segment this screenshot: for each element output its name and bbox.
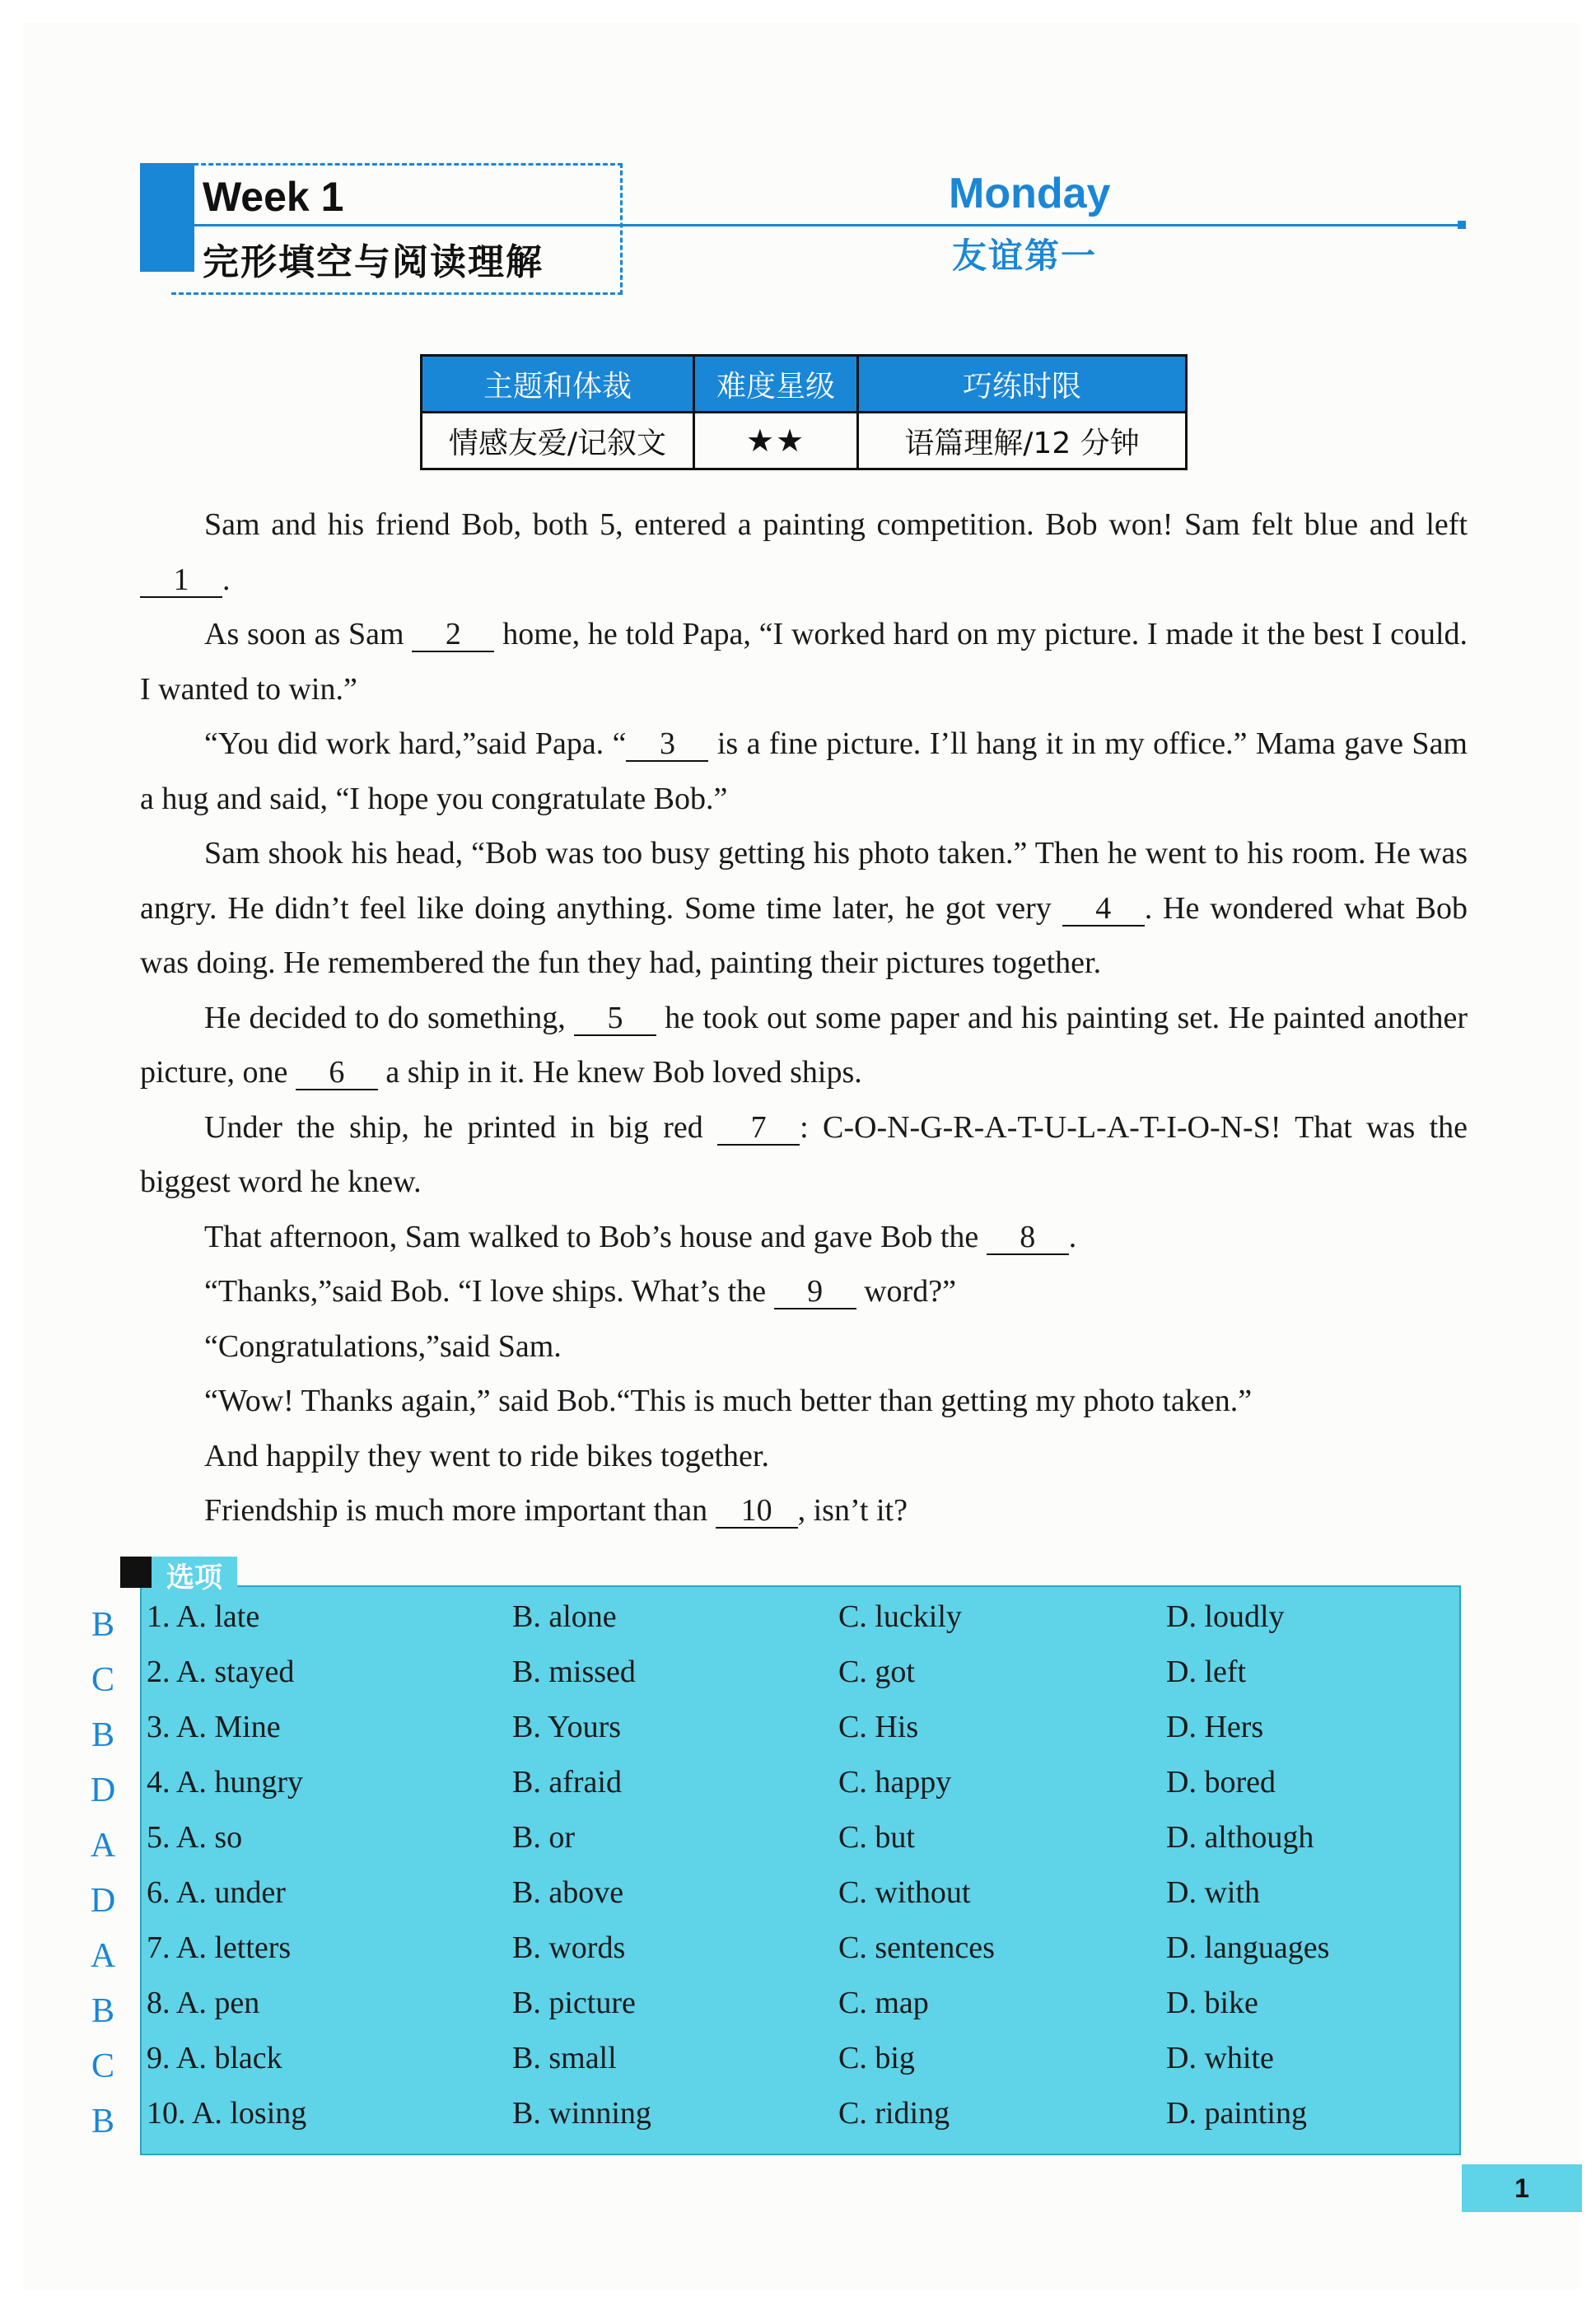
option-a: 9. A. black	[147, 2041, 282, 2075]
topic-title: 友谊第一	[952, 236, 1098, 276]
answer-5: A	[90, 1827, 116, 1865]
info-table-value-row	[422, 413, 1187, 469]
passage-paragraph	[140, 991, 1468, 1100]
options-tab	[120, 1557, 237, 1594]
passage-paragraph	[140, 607, 1468, 717]
option-row	[147, 2031, 1456, 2086]
option-a: 7. A. letters	[147, 1930, 292, 1965]
answer-4: D	[90, 1772, 116, 1809]
option-b: B. above	[512, 1875, 624, 1910]
passage-paragraph	[140, 1100, 1468, 1210]
option-row	[147, 1921, 1456, 1976]
cloze-blank-8: 8	[987, 1221, 1069, 1255]
passage-text: “Thanks,”said Bob. “I love ships. What’s the	[204, 1274, 767, 1309]
cloze-blank-2: 2	[412, 618, 494, 652]
header-rule-dot	[1458, 221, 1466, 229]
answer-3: B	[91, 1716, 114, 1754]
option-a: 5. A. so	[147, 1820, 243, 1855]
option-c: C. His	[838, 1710, 919, 1744]
cloze-blank-7: 7	[717, 1111, 800, 1146]
option-b: B. picture	[512, 1986, 636, 2020]
passage-text: Under the ship, he printed in big red	[204, 1109, 703, 1145]
cloze-blank-4: 4	[1062, 892, 1145, 927]
info-table-header-row	[422, 356, 1187, 413]
answer-9: C	[91, 2047, 114, 2085]
week-title: Week 1	[203, 174, 344, 220]
cloze-blank-1: 1	[140, 563, 222, 598]
answer-8: B	[91, 1992, 114, 2030]
passage-text: “You did work hard,”said Papa. “	[204, 726, 627, 761]
passage-paragraph	[140, 1319, 1468, 1375]
option-d: D. languages	[1166, 1930, 1330, 1965]
option-row	[147, 1589, 1456, 1645]
option-d: D. Hers	[1166, 1710, 1264, 1744]
passage-paragraph	[140, 1429, 1468, 1484]
passage-text: home, he told Papa, “I worked hard on my picture. I made it the best I could. I wanted to win.”	[140, 617, 1468, 707]
answer-1: B	[91, 1606, 114, 1644]
passage-text: is a fine picture. I’ll hang it in my office.” Mama gave Sam a hug and said, “I hope you congratulate Bob.”	[140, 726, 1468, 816]
option-b: B. or	[512, 1820, 575, 1855]
passage-paragraph	[140, 717, 1468, 826]
option-c: C. but	[838, 1820, 915, 1855]
options-list	[147, 1589, 1456, 2141]
header-accent-bar	[140, 163, 194, 272]
option-c: C. map	[838, 1986, 929, 2020]
option-c: C. big	[838, 2041, 915, 2075]
info-table	[420, 354, 1188, 470]
option-b: B. Yours	[512, 1710, 622, 1744]
option-c: C. got	[838, 1655, 915, 1689]
passage-paragraph	[140, 1264, 1468, 1319]
option-a: 2. A. stayed	[147, 1655, 295, 1689]
cloze-blank-10: 10	[716, 1494, 798, 1529]
option-a: 8. A. pen	[147, 1986, 260, 2020]
answer-6: D	[90, 1882, 116, 1920]
difficulty-stars: ★★	[694, 413, 858, 469]
passage-text: . He wondered what Bob was doing. He remembered the fun they had, painting their pictures together.	[140, 890, 1468, 980]
passage-text: .	[222, 562, 231, 597]
info-value-theme: 情感友爱/记叙文	[422, 413, 694, 469]
option-a: 3. A. Mine	[147, 1710, 281, 1744]
passage-text: And happily they went to ride bikes together.	[204, 1438, 769, 1473]
option-row	[147, 1976, 1456, 2031]
passage-paragraph	[140, 1210, 1468, 1265]
day-title: Monday	[949, 170, 1111, 217]
passage-text: As soon as Sam	[204, 617, 404, 651]
option-row	[147, 1645, 1456, 1700]
option-a: 6. A. under	[147, 1875, 286, 1910]
handwritten-answers	[82, 1598, 124, 2150]
option-d: D. white	[1166, 2041, 1274, 2075]
option-d: D. bored	[1166, 1765, 1276, 1800]
option-b: B. alone	[512, 1599, 617, 1634]
option-c: C. riding	[838, 2096, 950, 2131]
option-b: B. words	[512, 1930, 626, 1965]
passage-text: .	[1068, 1219, 1077, 1254]
option-row	[147, 1865, 1456, 1921]
option-d: D. painting	[1166, 2096, 1307, 2131]
passage-text: “Congratulations,”said Sam.	[204, 1328, 562, 1364]
option-c: C. without	[838, 1875, 971, 1910]
option-a: 10. A. losing	[147, 2096, 307, 2131]
passage-text: Sam shook his head, “Bob was too busy getting his photo taken.” Then he went to his room. He was angry. He didn’t feel like doing anything. Some time later, he got very	[140, 836, 1468, 926]
answer-7: A	[90, 1937, 116, 1975]
option-c: C. sentences	[838, 1930, 995, 1965]
cloze-blank-9: 9	[774, 1275, 856, 1309]
section-title: 完形填空与阅读理解	[203, 241, 544, 283]
option-d: D. loudly	[1166, 1599, 1285, 1634]
passage-paragraph	[140, 1483, 1468, 1538]
passage-text: he took out some paper and his painting set. He painted another picture, one	[140, 1000, 1468, 1090]
answer-10: B	[91, 2103, 114, 2140]
page-number: 1	[1462, 2164, 1582, 2212]
cloze-passage	[140, 497, 1468, 1538]
option-a: 1. A. late	[147, 1599, 260, 1634]
option-d: D. bike	[1166, 1986, 1258, 2020]
option-d: D. with	[1166, 1875, 1260, 1910]
option-row	[147, 1700, 1456, 1755]
options-tab-marker	[120, 1557, 152, 1588]
passage-text: Friendship is much more important than	[204, 1493, 708, 1528]
header-rule	[194, 224, 1463, 226]
info-value-time: 语篇理解/12 分钟	[858, 413, 1187, 469]
passage-paragraph	[140, 497, 1468, 607]
passage-text: word?”	[864, 1274, 956, 1309]
passage-paragraph	[140, 826, 1468, 991]
passage-paragraph	[140, 1374, 1468, 1429]
option-c: C. happy	[838, 1765, 952, 1800]
option-row	[147, 2086, 1456, 2141]
cloze-blank-3: 3	[626, 727, 708, 762]
info-header-theme: 主题和体裁	[422, 356, 694, 413]
option-a: 4. A. hungry	[147, 1765, 303, 1800]
answer-2: C	[91, 1661, 114, 1699]
option-d: D. left	[1166, 1655, 1247, 1689]
option-b: B. afraid	[512, 1765, 622, 1800]
passage-text: That afternoon, Sam walked to Bob’s house and gave Bob the	[204, 1219, 979, 1254]
option-d: D. although	[1166, 1820, 1314, 1855]
option-row	[147, 1755, 1456, 1810]
options-label: 选项	[166, 1561, 222, 1594]
passage-text: He decided to do something,	[204, 1000, 566, 1035]
cloze-blank-5: 5	[574, 1001, 656, 1036]
info-header-time: 巧练时限	[858, 356, 1187, 413]
option-b: B. winning	[512, 2096, 651, 2131]
passage-text: : C-O-N-G-R-A-T-U-L-A-T-I-O-N-S! That was the biggest word he knew.	[140, 1109, 1468, 1199]
passage-text: Sam and his friend Bob, both 5, entered a painting competition. Bob won! Sam felt blue and left	[204, 507, 1468, 542]
cloze-blank-6: 6	[296, 1056, 378, 1090]
passage-text: a ship in it. He knew Bob loved ships.	[385, 1055, 862, 1090]
passage-text: “Wow! Thanks again,” said Bob.“This is much better than getting my photo taken.”	[204, 1384, 1253, 1418]
passage-text: , isn’t it?	[797, 1493, 908, 1528]
option-row	[147, 1810, 1456, 1865]
info-header-difficulty: 难度星级	[694, 356, 858, 413]
option-b: B. missed	[512, 1655, 636, 1689]
option-b: B. small	[512, 2041, 617, 2075]
option-c: C. luckily	[838, 1599, 962, 1634]
